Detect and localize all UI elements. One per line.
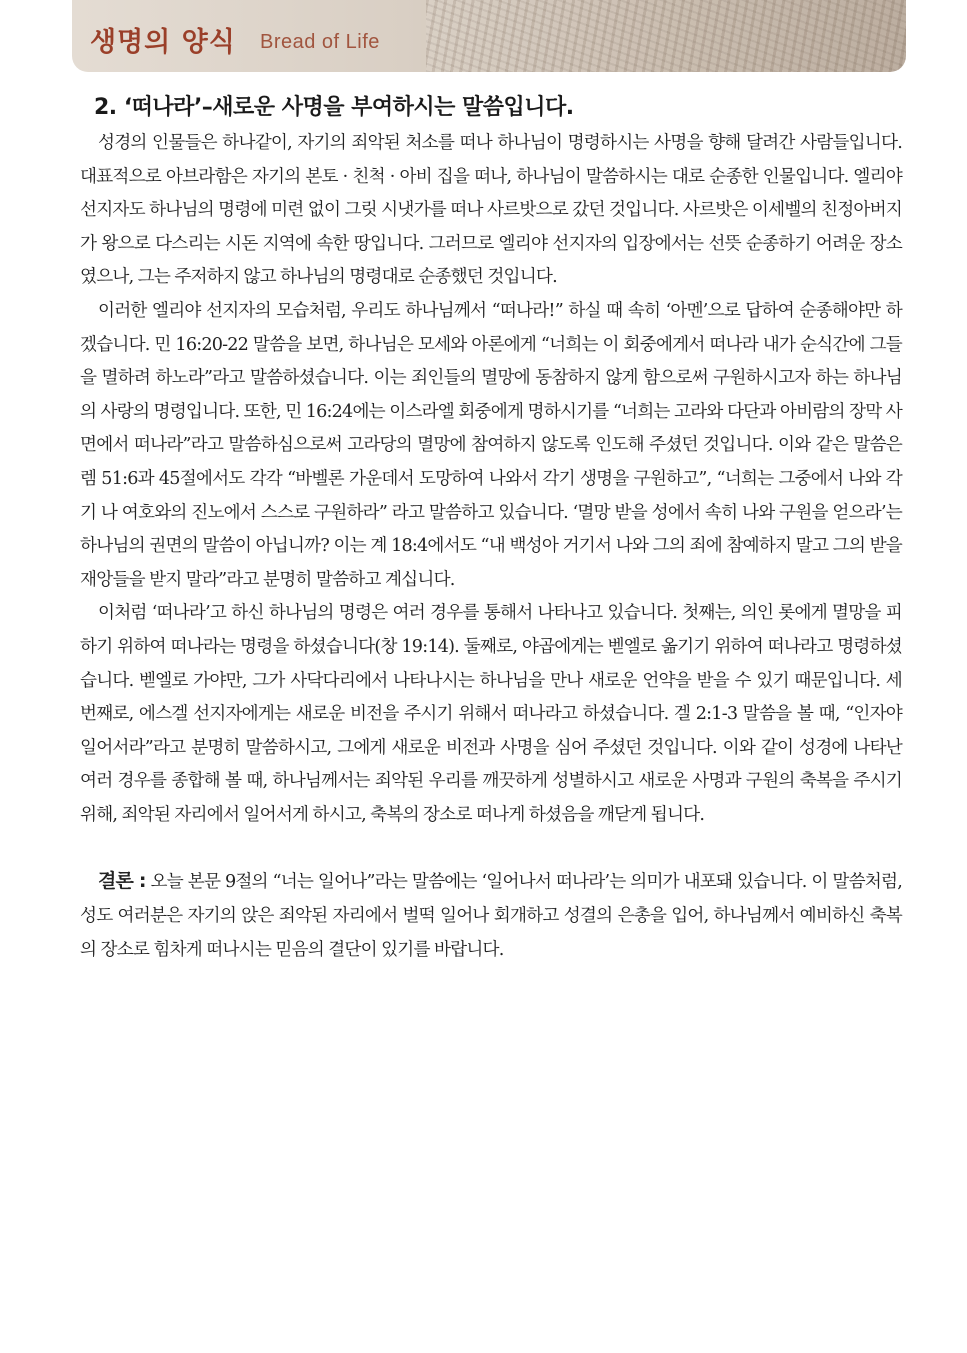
paragraph-1: 성경의 인물들은 하나같이, 자기의 죄악된 처소를 떠나 하나님이 명령하시는 사명을 향해 달려간 사람들입니다. 대표적으로 아브라함은 자기의 본토 · 친척 · 아비 집을 떠나, 하나님이 말씀하시는 대로 순종한 인물입니다. 엘리야 선지자도 하나님의 명령에 미련 없이 그릿 시냇가를 떠나 사르밧으로 갔던 것입니다. 사르밧은 이세벨의 친정아버지가 왕으로 다스리는 시돈 지역에 속한 땅입니다. 그러므로 엘리야 선지자의 입장에서는 선뜻 순종하기 어려운 장소였으나, 그는 주저하지 않고 하나님의 명령대로 순종했던 것입니다. bbox=[80, 133, 902, 288]
paragraph-3: 이처럼 ‘떠나라’고 하신 하나님의 명령은 여러 경우를 통해서 나타나고 있습니다. 첫째는, 의인 롯에게 멸망을 피하기 위하여 떠나라는 명령을 하셨습니다(창 19:14). 둘째로, 야곱에게는 벧엘로 옮기기 위하여 떠나라고 명령하셨습니다. 벧엘로 가야만, 그가 사닥다리에서 나타나시는 하나님을 만나 새로운 언약을 받을 수 있기 때문입니다. 세 번째로, 에스겔 선지자에게는 새로운 비전을 주시기 위해서 떠나라고 하셨습니다. 겔 2:1-3 말씀을 볼 때, “인자야 일어서라”라고 분명히 말씀하시고, 그에게 새로운 비전과 사명을 심어 주셨던 것입니다. 이와 같이 성경에 나타난 여러 경우를 종합해 볼 때, 하나님께서는 죄악된 우리를 깨끗하게 성별하시고 새로운 사명과 구원의 축복을 주시기 위해, 죄악된 자리에서 일어서게 하시고, 축복의 장소로 떠나게 하셨음을 깨닫게 됩니다. bbox=[80, 603, 902, 825]
section-heading: 2. ‘떠나라’–새로운 사명을 부여하시는 말씀입니다. bbox=[94, 95, 574, 120]
header-title: 생명의 양식 bbox=[90, 27, 236, 58]
conclusion-text: 오늘 본문 9절의 “너는 일어나”라는 말씀에는 ‘일어나서 떠나라’는 의미가 내포돼 있습니다. 이 말씀처럼, 성도 여러분은 자기의 앉은 죄악된 자리에서 벌떡 일어나 회개하고 성결의 은총을 입어, 하나님께서 예비하신 축복의 장소로 힘차게 떠나시는 믿음의 결단이 있기를 바랍니다. bbox=[80, 872, 902, 960]
header-banner bbox=[72, 0, 906, 72]
header-subtitle: Bread of Life bbox=[260, 31, 380, 53]
conclusion-paragraph bbox=[80, 865, 902, 967]
article-body bbox=[80, 90, 902, 985]
paragraph-2: 이러한 엘리야 선지자의 모습처럼, 우리도 하나님께서 “떠나라!” 하실 때 속히 ‘아멘’으로 답하여 순종해야만 하겠습니다. 민 16:20-22 말씀을 보면, 하나님은 모세와 아론에게 “너희는 이 회중에게서 떠나라 내가 순식간에 그들을 멸하려 하노라”라고 말씀하셨습니다. 이는 죄인들의 멸망에 동참하지 않게 함으로써 구원하시고자 하는 하나님의 사랑의 명령입니다. 또한, 민 16:24에는 이스라엘 회중에게 명하시기를 “너희는 고라와 다단과 아비람의 장막 사면에서 떠나라”라고 말씀하심으로써 고라당의 멸망에 참여하지 않도록 인도해 주셨던 것입니다. 이와 같은 말씀은 렘 51:6과 45절에서도 각각 “바벨론 가운데서 도망하여 나와서 각기 생명을 구원하고”, “너희는 그중에서 나와 각기 나 여호와의 진노에서 스스로 구원하라” 라고 말씀하고 있습니다. ‘멸망 받을 성에서 속히 나와 구원을 얻으라’는 하나님의 권면의 말씀이 아닙니까? 이는 계 18:4에서도 “내 백성아 거기서 나와 그의 죄에 참예하지 말고 그의 받을 재앙들을 받지 말라”라고 분명히 말씀하고 계십니다. bbox=[80, 300, 902, 590]
conclusion-label: 결론 : bbox=[98, 870, 146, 893]
